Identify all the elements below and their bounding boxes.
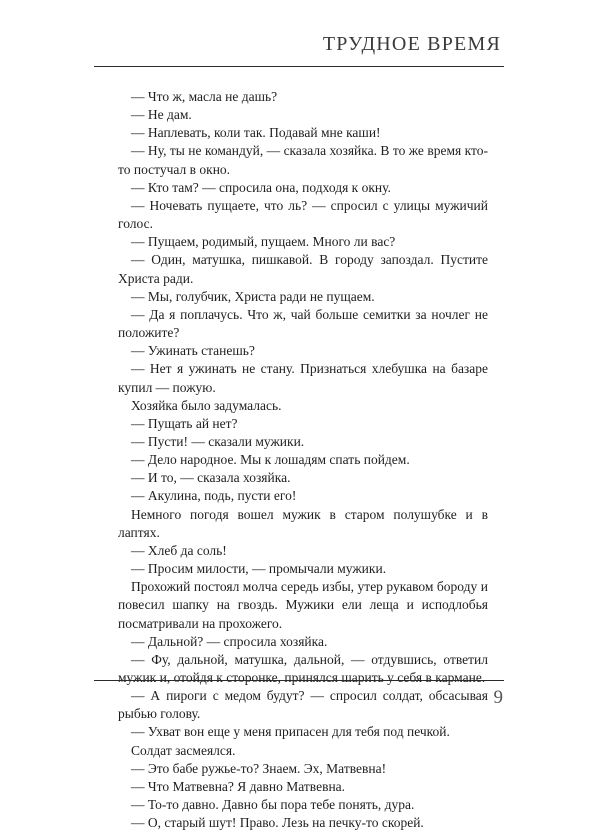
paragraph: Немного погодя вошел мужик в старом полушубке и в лаптях. <box>118 506 488 540</box>
paragraph: — Дело народное. Мы к лошадям спать пойдем. <box>131 452 410 468</box>
paragraph: — Просим милости, — промычали мужики. <box>131 561 387 577</box>
footer-rule <box>94 680 504 681</box>
paragraph: — Акулина, подь, пусти его! <box>131 488 297 504</box>
paragraph: — Что ж, масла не дашь? <box>131 89 278 104</box>
paragraph: Прохожий постоял молча середь избы, утер рукавом бороду и повесил шапку на гвоздь. Мужики ели леща и исподлобья посматривали на прохожего. <box>118 579 488 631</box>
paragraph: — Хлеб да соль! <box>131 542 227 558</box>
paragraph: Солдат засмеялся. <box>131 742 236 758</box>
running-title: ТРУДНОЕ ВРЕМЯ <box>322 33 501 55</box>
paragraph: — Пущать ай нет? <box>131 415 238 431</box>
paragraph: — Дальной? — спросила хозяйка. <box>131 633 328 649</box>
paragraph: — Нет я ужинать не стану. Признаться хлебушка на базаре купил — пожую. <box>118 361 488 395</box>
paragraph: — А пироги с медом будут? — спросил солдат, обсасывая рыбью голову. <box>118 688 488 722</box>
paragraph: Хозяйка было задумалась. <box>131 397 282 413</box>
paragraph: — Это бабе ружье-то? Знаем. Эх, Матвевна! <box>131 760 387 776</box>
paragraph: — Кто там? — спросила она, подходя к окну. <box>131 179 391 195</box>
paragraph: — То-то давно. Давно бы пора тебе понять, дура. <box>131 797 415 813</box>
page-number: 9 <box>493 687 503 708</box>
paragraph: — Пусти! — сказали мужики. <box>131 433 305 449</box>
paragraph: — Что Матвевна? Я давно Матвевна. <box>131 778 346 794</box>
paragraph: — Ухват вон еще у меня припасен для тебя под печкой. <box>131 724 450 740</box>
paragraph: — Один, матушка, пишкавой. В городу запоздал. Пустите Христа ради. <box>118 252 488 286</box>
header-rule <box>94 66 504 67</box>
paragraph: — Ну, ты не командуй, — сказала хозяйка. В то же время кто-то постучал в окно. <box>118 143 488 177</box>
paragraph: — Не дам. <box>131 107 192 123</box>
paragraph: — Да я поплачусь. Что ж, чай больше семитки за ночлег не положите? <box>118 306 488 341</box>
paragraph: — Ночевать пущаете, что ль? — спросил с улицы мужичий голос. <box>118 197 488 232</box>
paragraph: — Мы, голубчик, Христа ради не пущаем. <box>131 288 375 304</box>
paragraph: — О, старый шут! Право. Лезь на печку-то скорей. <box>131 815 424 831</box>
body-text <box>118 88 488 832</box>
paragraph: — И то, — сказала хозяйка. <box>131 470 291 486</box>
paragraph: — Ужинать станешь? <box>131 343 255 359</box>
paragraph: — Наплевать, коли так. Подавай мне каши! <box>131 125 381 141</box>
paragraph: — Фу, дальной, матушка, дальной, — отдувшись, ответил мужик и, отойдя к сторонке, принялся шарить у себя в кармане. <box>118 651 488 685</box>
paragraph: — Пущаем, родимый, пущаем. Много ли вас? <box>131 234 396 250</box>
